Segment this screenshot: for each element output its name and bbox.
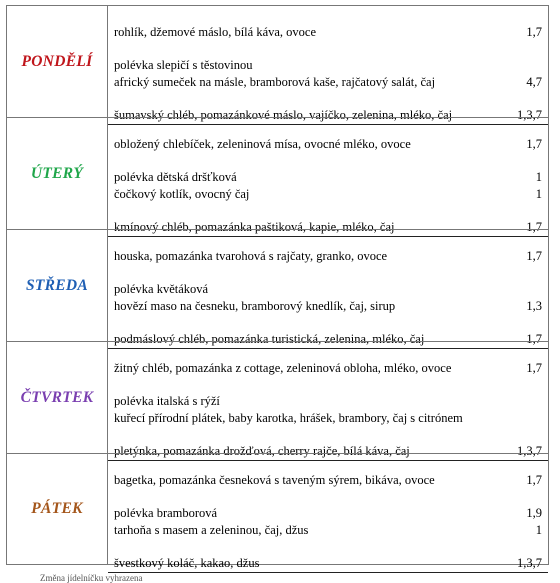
meal-allergens: 1,7 bbox=[526, 361, 542, 375]
meal-row bbox=[114, 57, 548, 74]
meal-text: rohlík, džemové máslo, bílá káva, ovoce bbox=[114, 25, 317, 39]
meal-text: žitný chléb, pomazánka z cottage, zeleninová obloha, mléko, ovoce bbox=[114, 361, 452, 375]
meal-row bbox=[114, 136, 548, 153]
meal-row bbox=[114, 410, 548, 427]
meal-row bbox=[114, 360, 548, 377]
meal-allergens: 1,7 bbox=[526, 473, 542, 487]
day-name: PONDĚLÍ bbox=[7, 6, 108, 117]
day-block bbox=[6, 117, 549, 234]
meal-allergens: 1 bbox=[535, 187, 542, 201]
meal-text: bagetka, pomazánka česneková s taveným sýrem, bikáva, ovoce bbox=[114, 473, 435, 487]
meal-allergens: 1,7 bbox=[526, 332, 542, 346]
meal-row bbox=[114, 24, 548, 41]
meal-allergens: 1,3,7 bbox=[517, 108, 542, 122]
day-block bbox=[6, 229, 549, 346]
meal-text: polévka slepičí s těstovinou bbox=[114, 58, 253, 72]
meal-text: čočkový kotlík, ovocný čaj bbox=[114, 187, 250, 201]
meal-allergens: 1,3,7 bbox=[517, 556, 542, 570]
weekly-menu-table bbox=[6, 5, 549, 570]
meal-row bbox=[114, 248, 548, 265]
meal-allergens: 1,3,7 bbox=[517, 444, 542, 458]
meal-allergens: 1,7 bbox=[526, 220, 542, 234]
meal-text: kmínový chléb, pomazánka paštiková, kapie, mléko, čaj bbox=[114, 220, 395, 234]
day-meals bbox=[108, 342, 548, 458]
meal-text: hovězí maso na česneku, bramborový knedlík, čaj, sirup bbox=[114, 299, 396, 313]
footnote: Změna jídelníčku vyhrazena bbox=[40, 573, 143, 583]
meal-allergens: 1,7 bbox=[526, 249, 542, 263]
day-block bbox=[6, 5, 549, 122]
meal-text: šumavský chléb, pomazánkové máslo, vajíčko, zelenina, mléko, čaj bbox=[114, 108, 453, 122]
day-meals bbox=[108, 6, 548, 122]
meal-row bbox=[114, 281, 548, 298]
meal-row bbox=[114, 169, 548, 186]
meal-text: polévka dětská dršťková bbox=[114, 170, 237, 184]
day-block bbox=[6, 453, 549, 570]
meal-row bbox=[114, 74, 548, 91]
meal-row bbox=[114, 505, 548, 522]
meal-text: houska, pomazánka tvarohová s rajčaty, granko, ovoce bbox=[114, 249, 388, 263]
day-meals bbox=[108, 454, 548, 570]
meal-row bbox=[114, 472, 548, 489]
meal-allergens: 4,7 bbox=[526, 75, 542, 89]
meal-text: kuřecí přírodní plátek, baby karotka, hrášek, brambory, čaj s citrónem bbox=[114, 411, 463, 425]
meal-text: podmáslový chléb, pomazánka turistická, zelenina, mléko, čaj bbox=[114, 332, 425, 346]
meal-allergens: 1,7 bbox=[526, 25, 542, 39]
day-name: STŘEDA bbox=[7, 230, 108, 341]
meal-row bbox=[114, 186, 548, 203]
day-name: ÚTERÝ bbox=[7, 118, 108, 229]
meal-text: švestkový koláč, kakao, džus bbox=[114, 556, 260, 570]
day-block bbox=[6, 341, 549, 458]
meal-allergens: 1 bbox=[535, 523, 542, 537]
meal-text: pletýnka, pomazánka drožďová, cherry rajče, bílá káva, čaj bbox=[114, 444, 410, 458]
meal-row bbox=[108, 555, 548, 573]
meal-row bbox=[114, 298, 548, 315]
meal-text: polévka květáková bbox=[114, 282, 209, 296]
meal-row bbox=[114, 393, 548, 410]
meal-text: obložený chlebíček, zeleninová mísa, ovocné mléko, ovoce bbox=[114, 137, 411, 151]
meal-text: polévka bramborová bbox=[114, 506, 218, 520]
day-name: PÁTEK bbox=[7, 454, 108, 564]
meal-text: polévka italská s rýží bbox=[114, 394, 220, 408]
day-meals bbox=[108, 118, 548, 234]
meal-text: africký sumeček na másle, bramborová kaše, rajčatový salát, čaj bbox=[114, 75, 436, 89]
meal-allergens: 1,7 bbox=[526, 137, 542, 151]
meal-row bbox=[114, 522, 548, 539]
meal-allergens: 1,3 bbox=[526, 299, 542, 313]
day-meals bbox=[108, 230, 548, 346]
meal-allergens: 1 bbox=[535, 170, 542, 184]
meal-text: tarhoňa s masem a zeleninou, čaj, džus bbox=[114, 523, 309, 537]
day-name: ČTVRTEK bbox=[7, 342, 108, 453]
meal-allergens: 1,9 bbox=[526, 506, 542, 520]
